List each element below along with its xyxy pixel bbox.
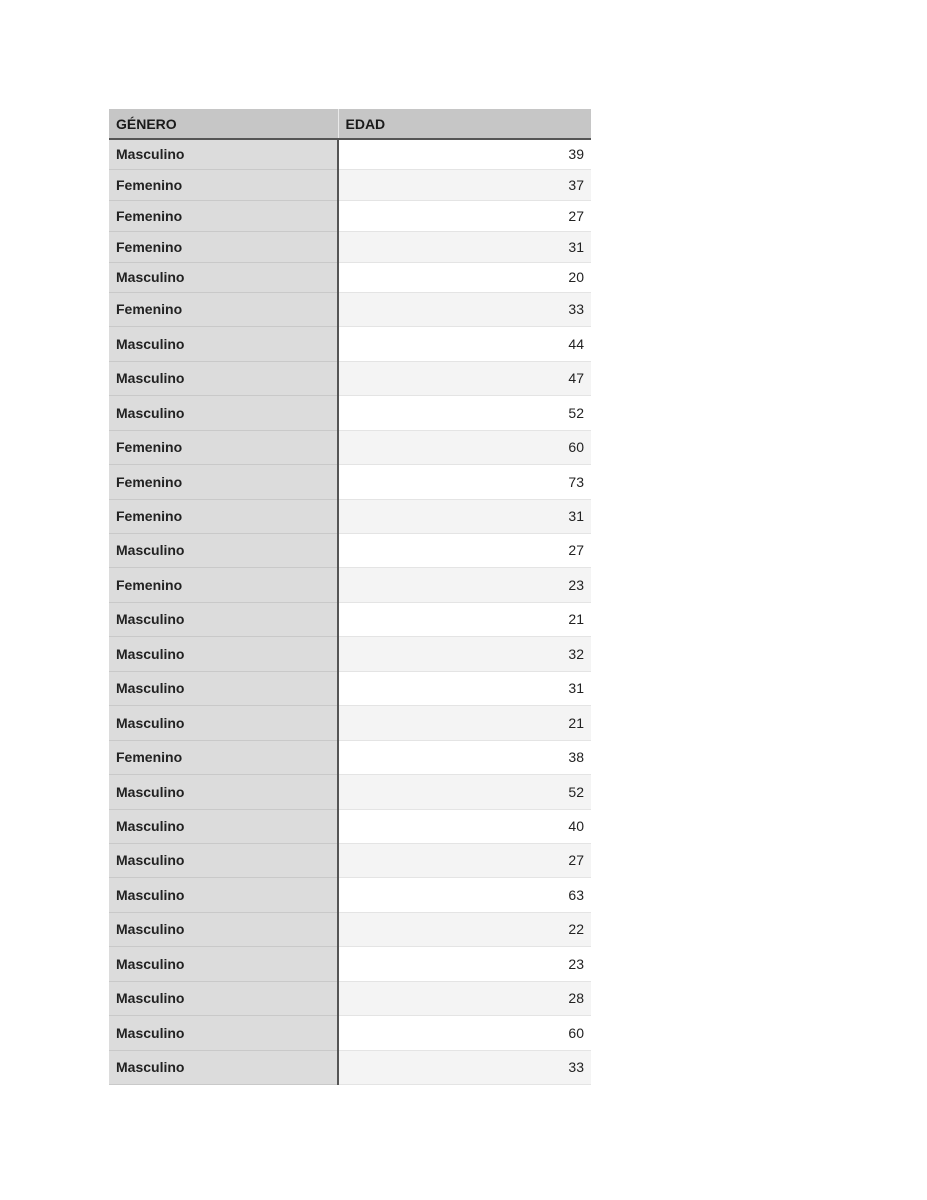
table-row [109,200,591,231]
cell-edad[interactable]: 27 [338,843,591,877]
cell-genero[interactable]: Masculino [109,139,338,169]
cell-genero[interactable]: Femenino [109,430,338,464]
cell-genero[interactable]: Femenino [109,464,338,499]
cell-genero[interactable]: Masculino [109,912,338,946]
cell-genero[interactable]: Masculino [109,877,338,912]
cell-edad[interactable]: 60 [338,430,591,464]
cell-edad[interactable]: 39 [338,139,591,169]
table-row [109,602,591,636]
cell-genero[interactable]: Masculino [109,262,338,292]
table-row [109,292,591,326]
cell-edad[interactable]: 28 [338,981,591,1015]
cell-edad[interactable]: 47 [338,361,591,395]
cell-genero[interactable]: Masculino [109,395,338,430]
cell-edad[interactable]: 31 [338,231,591,262]
cell-edad[interactable]: 44 [338,326,591,361]
cell-edad[interactable]: 22 [338,912,591,946]
cell-genero[interactable]: Femenino [109,567,338,602]
table-row [109,169,591,200]
table-row [109,231,591,262]
cell-edad[interactable]: 20 [338,262,591,292]
table-row [109,1050,591,1084]
cell-edad[interactable]: 21 [338,705,591,740]
cell-genero[interactable]: Masculino [109,533,338,567]
header-genero[interactable]: GÉNERO [109,109,338,139]
cell-genero[interactable]: Masculino [109,946,338,981]
cell-genero[interactable]: Masculino [109,705,338,740]
cell-genero[interactable]: Femenino [109,200,338,231]
cell-genero[interactable]: Masculino [109,774,338,809]
cell-genero[interactable]: Femenino [109,740,338,774]
table-row [109,361,591,395]
cell-genero[interactable]: Masculino [109,843,338,877]
table-row [109,877,591,912]
cell-genero[interactable]: Masculino [109,671,338,705]
table-row [109,981,591,1015]
header-edad[interactable]: EDAD [338,109,591,139]
table-row [109,262,591,292]
cell-edad[interactable]: 23 [338,567,591,602]
table-row [109,809,591,843]
cell-edad[interactable]: 27 [338,200,591,231]
table-row [109,705,591,740]
cell-genero[interactable]: Masculino [109,1050,338,1084]
cell-edad[interactable]: 23 [338,946,591,981]
table-row [109,499,591,533]
table-row [109,430,591,464]
cell-edad[interactable]: 27 [338,533,591,567]
table-row [109,464,591,499]
cell-edad[interactable]: 32 [338,636,591,671]
cell-genero[interactable]: Masculino [109,981,338,1015]
cell-edad[interactable]: 52 [338,395,591,430]
data-table [109,109,591,1085]
cell-edad[interactable]: 40 [338,809,591,843]
cell-edad[interactable]: 63 [338,877,591,912]
cell-edad[interactable]: 31 [338,499,591,533]
table-row [109,1015,591,1050]
table-row [109,912,591,946]
cell-edad[interactable]: 37 [338,169,591,200]
table-row [109,533,591,567]
table-row [109,395,591,430]
cell-genero[interactable]: Masculino [109,326,338,361]
table-body [109,139,591,1084]
spreadsheet-table-container [109,109,591,1085]
cell-edad[interactable]: 73 [338,464,591,499]
cell-genero[interactable]: Femenino [109,231,338,262]
table-row [109,636,591,671]
cell-edad[interactable]: 31 [338,671,591,705]
table-row [109,946,591,981]
cell-edad[interactable]: 21 [338,602,591,636]
cell-genero[interactable]: Femenino [109,499,338,533]
cell-genero[interactable]: Masculino [109,602,338,636]
table-row [109,843,591,877]
cell-genero[interactable]: Masculino [109,809,338,843]
header-row [109,109,591,139]
table-row [109,740,591,774]
table-row [109,774,591,809]
table-row [109,139,591,169]
table-row [109,671,591,705]
cell-edad[interactable]: 38 [338,740,591,774]
table-row [109,567,591,602]
cell-edad[interactable]: 33 [338,1050,591,1084]
cell-edad[interactable]: 52 [338,774,591,809]
cell-edad[interactable]: 60 [338,1015,591,1050]
table-row [109,326,591,361]
cell-genero[interactable]: Masculino [109,636,338,671]
cell-genero[interactable]: Masculino [109,361,338,395]
cell-genero[interactable]: Femenino [109,292,338,326]
cell-genero[interactable]: Masculino [109,1015,338,1050]
cell-edad[interactable]: 33 [338,292,591,326]
cell-genero[interactable]: Femenino [109,169,338,200]
